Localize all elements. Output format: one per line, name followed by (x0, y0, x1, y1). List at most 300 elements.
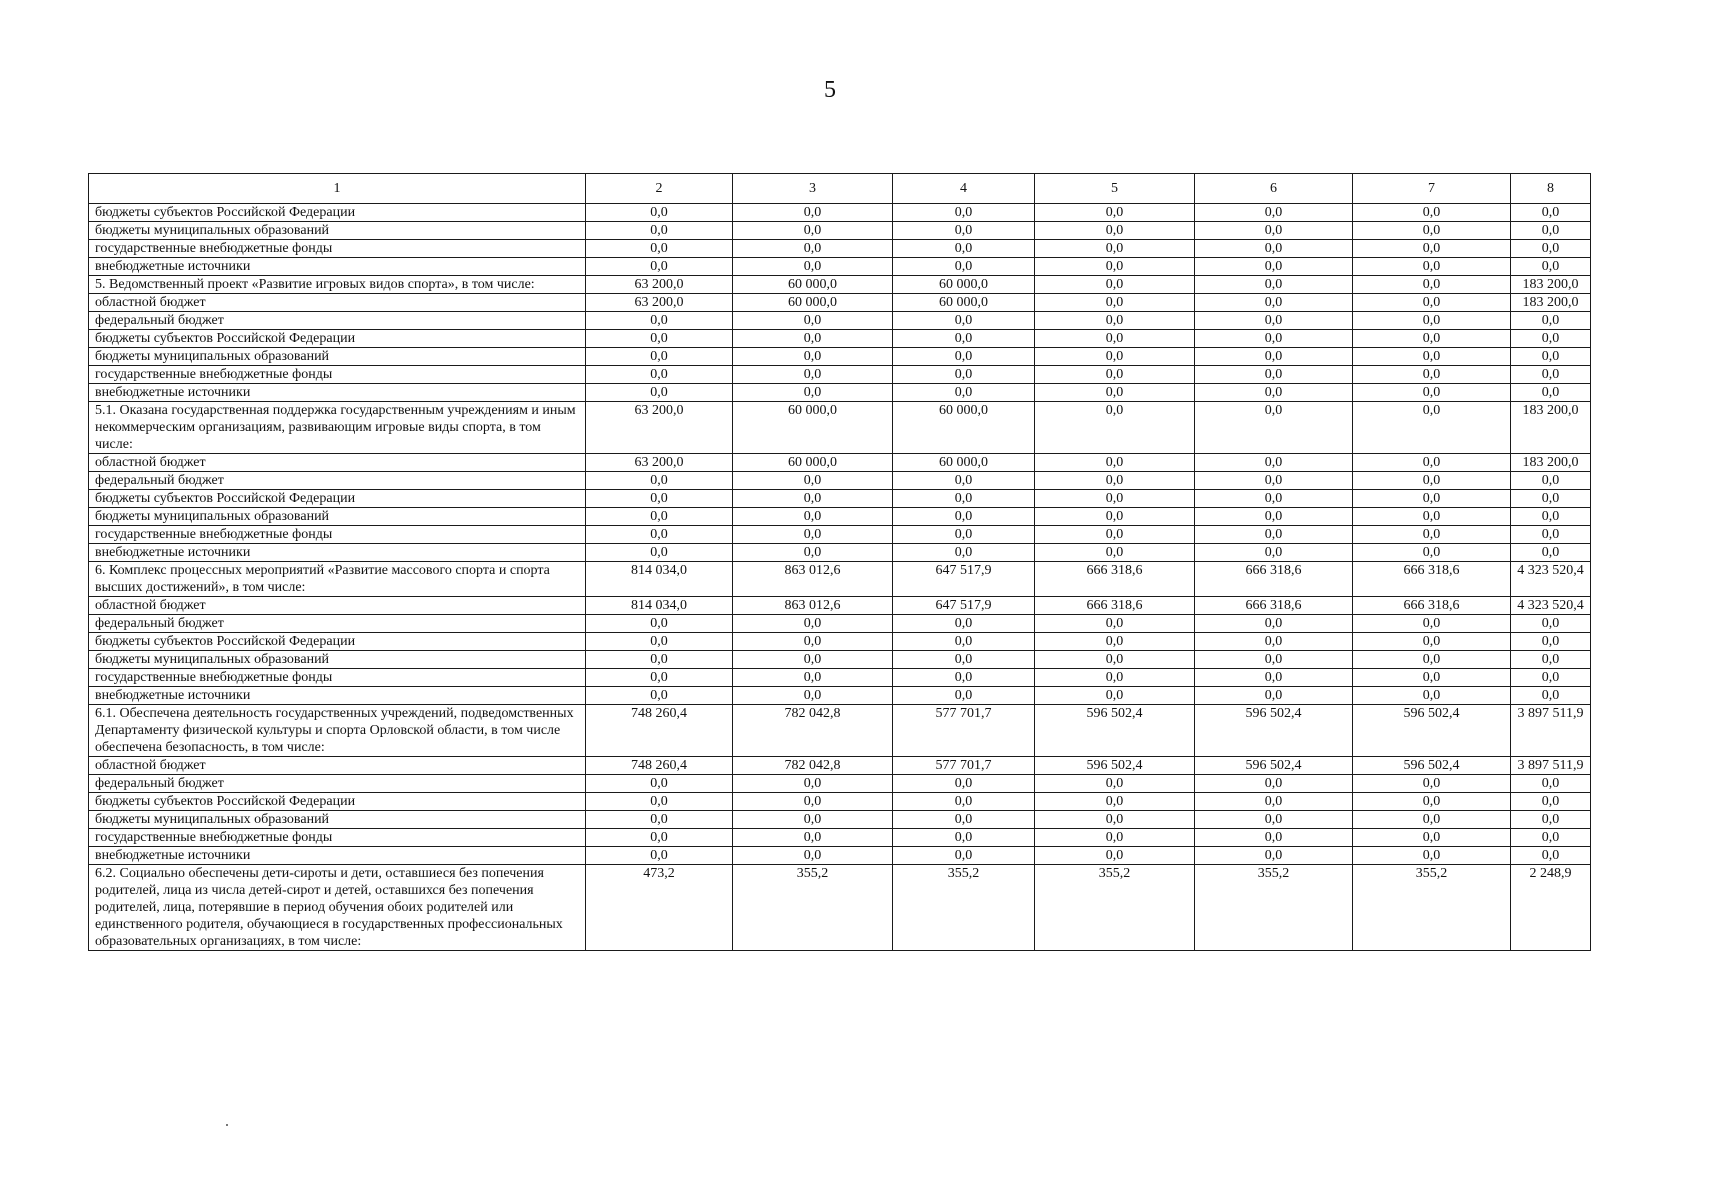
value-cell: 0,0 (1035, 847, 1195, 865)
value-cell: 3 897 511,9 (1511, 757, 1591, 775)
value-cell: 0,0 (893, 669, 1035, 687)
value-cell: 0,0 (1353, 384, 1511, 402)
value-cell: 0,0 (1195, 544, 1353, 562)
value-cell: 183 200,0 (1511, 454, 1591, 472)
value-cell: 647 517,9 (893, 562, 1035, 597)
column-header: 5 (1035, 174, 1195, 204)
value-cell: 0,0 (733, 544, 893, 562)
table-row (89, 775, 1591, 793)
value-cell: 0,0 (893, 240, 1035, 258)
row-label: бюджеты субъектов Российской Федерации (89, 633, 586, 651)
row-label: областной бюджет (89, 454, 586, 472)
value-cell: 0,0 (1353, 669, 1511, 687)
value-cell: 0,0 (1195, 775, 1353, 793)
value-cell: 596 502,4 (1195, 757, 1353, 775)
row-label: областной бюджет (89, 757, 586, 775)
row-label: бюджеты муниципальных образований (89, 508, 586, 526)
value-cell: 355,2 (893, 865, 1035, 951)
value-cell: 0,0 (1195, 615, 1353, 633)
value-cell: 0,0 (1035, 204, 1195, 222)
value-cell: 0,0 (586, 687, 733, 705)
value-cell: 355,2 (1195, 865, 1353, 951)
table-row (89, 222, 1591, 240)
value-cell: 0,0 (733, 330, 893, 348)
column-header: 8 (1511, 174, 1591, 204)
value-cell: 0,0 (1511, 829, 1591, 847)
value-cell: 0,0 (1035, 633, 1195, 651)
value-cell: 0,0 (733, 829, 893, 847)
table-row (89, 348, 1591, 366)
value-cell: 0,0 (586, 847, 733, 865)
value-cell: 0,0 (893, 544, 1035, 562)
value-cell: 0,0 (1353, 793, 1511, 811)
value-cell: 0,0 (1035, 829, 1195, 847)
value-cell: 0,0 (1353, 294, 1511, 312)
table-row (89, 472, 1591, 490)
row-label: государственные внебюджетные фонды (89, 669, 586, 687)
column-header: 7 (1353, 174, 1511, 204)
value-cell: 0,0 (1195, 366, 1353, 384)
table-row (89, 544, 1591, 562)
value-cell: 0,0 (1353, 687, 1511, 705)
row-label: федеральный бюджет (89, 472, 586, 490)
value-cell: 0,0 (1035, 687, 1195, 705)
value-cell: 60 000,0 (893, 294, 1035, 312)
value-cell: 666 318,6 (1195, 597, 1353, 615)
value-cell: 0,0 (733, 633, 893, 651)
value-cell: 0,0 (1353, 811, 1511, 829)
row-label: бюджеты субъектов Российской Федерации (89, 330, 586, 348)
value-cell: 0,0 (1353, 508, 1511, 526)
row-label: 5. Ведомственный проект «Развитие игровых видов спорта», в том числе: (89, 276, 586, 294)
column-header: 3 (733, 174, 893, 204)
value-cell: 60 000,0 (733, 276, 893, 294)
value-cell: 0,0 (733, 240, 893, 258)
value-cell: 0,0 (733, 312, 893, 330)
row-label: бюджеты субъектов Российской Федерации (89, 490, 586, 508)
value-cell: 0,0 (1353, 472, 1511, 490)
value-cell: 63 200,0 (586, 454, 733, 472)
value-cell: 0,0 (586, 793, 733, 811)
value-cell: 0,0 (1511, 544, 1591, 562)
value-cell: 0,0 (1353, 348, 1511, 366)
value-cell: 596 502,4 (1353, 705, 1511, 757)
value-cell: 0,0 (1035, 472, 1195, 490)
table-row (89, 829, 1591, 847)
table-body (89, 174, 1591, 951)
value-cell: 596 502,4 (1035, 705, 1195, 757)
value-cell: 0,0 (586, 526, 733, 544)
table-row (89, 312, 1591, 330)
row-label: внебюджетные источники (89, 687, 586, 705)
table-row (89, 615, 1591, 633)
value-cell: 0,0 (1035, 240, 1195, 258)
value-cell: 0,0 (733, 811, 893, 829)
value-cell: 0,0 (1195, 687, 1353, 705)
value-cell: 0,0 (1195, 384, 1353, 402)
value-cell: 577 701,7 (893, 757, 1035, 775)
value-cell: 63 200,0 (586, 294, 733, 312)
value-cell: 355,2 (733, 865, 893, 951)
value-cell: 0,0 (1035, 811, 1195, 829)
value-cell: 666 318,6 (1353, 597, 1511, 615)
value-cell: 0,0 (733, 669, 893, 687)
value-cell: 0,0 (586, 240, 733, 258)
column-header: 4 (893, 174, 1035, 204)
value-cell: 0,0 (1353, 615, 1511, 633)
value-cell: 0,0 (586, 508, 733, 526)
row-label: областной бюджет (89, 597, 586, 615)
row-label: бюджеты субъектов Российской Федерации (89, 793, 586, 811)
value-cell: 814 034,0 (586, 562, 733, 597)
value-cell: 596 502,4 (1353, 757, 1511, 775)
value-cell: 0,0 (1035, 258, 1195, 276)
value-cell: 0,0 (1035, 615, 1195, 633)
value-cell: 0,0 (1353, 366, 1511, 384)
value-cell: 0,0 (1035, 402, 1195, 454)
table-group-row (89, 402, 1591, 454)
value-cell: 0,0 (1035, 490, 1195, 508)
value-cell: 0,0 (893, 687, 1035, 705)
row-label: внебюджетные источники (89, 258, 586, 276)
value-cell: 63 200,0 (586, 402, 733, 454)
value-cell: 0,0 (586, 222, 733, 240)
table-row (89, 366, 1591, 384)
value-cell: 577 701,7 (893, 705, 1035, 757)
table-row (89, 793, 1591, 811)
value-cell: 0,0 (1511, 651, 1591, 669)
value-cell: 0,0 (893, 508, 1035, 526)
value-cell: 355,2 (1035, 865, 1195, 951)
value-cell: 0,0 (1511, 847, 1591, 865)
value-cell: 666 318,6 (1353, 562, 1511, 597)
value-cell: 60 000,0 (733, 454, 893, 472)
value-cell: 0,0 (1353, 829, 1511, 847)
value-cell: 0,0 (1035, 508, 1195, 526)
value-cell: 0,0 (893, 775, 1035, 793)
value-cell: 473,2 (586, 865, 733, 951)
value-cell: 0,0 (1195, 811, 1353, 829)
value-cell: 596 502,4 (1195, 705, 1353, 757)
value-cell: 0,0 (1195, 222, 1353, 240)
value-cell: 0,0 (1195, 829, 1353, 847)
value-cell: 0,0 (1511, 793, 1591, 811)
value-cell: 183 200,0 (1511, 276, 1591, 294)
value-cell: 0,0 (1035, 544, 1195, 562)
value-cell: 0,0 (586, 811, 733, 829)
table-row (89, 258, 1591, 276)
value-cell: 2 248,9 (1511, 865, 1591, 951)
table-row (89, 687, 1591, 705)
value-cell: 0,0 (733, 775, 893, 793)
value-cell: 183 200,0 (1511, 402, 1591, 454)
table-row (89, 633, 1591, 651)
value-cell: 0,0 (586, 490, 733, 508)
value-cell: 0,0 (1195, 204, 1353, 222)
value-cell: 0,0 (1195, 793, 1353, 811)
value-cell: 0,0 (1511, 258, 1591, 276)
value-cell: 0,0 (1353, 402, 1511, 454)
value-cell: 0,0 (733, 258, 893, 276)
value-cell: 814 034,0 (586, 597, 733, 615)
table-row (89, 384, 1591, 402)
value-cell: 0,0 (586, 615, 733, 633)
value-cell: 0,0 (1195, 847, 1353, 865)
value-cell: 0,0 (1511, 240, 1591, 258)
value-cell: 0,0 (1353, 454, 1511, 472)
value-cell: 60 000,0 (893, 454, 1035, 472)
value-cell: 0,0 (1353, 204, 1511, 222)
value-cell: 0,0 (586, 204, 733, 222)
value-cell: 0,0 (1035, 276, 1195, 294)
table-group-row (89, 865, 1591, 951)
value-cell: 0,0 (1511, 615, 1591, 633)
value-cell: 0,0 (893, 330, 1035, 348)
table-row (89, 294, 1591, 312)
value-cell: 0,0 (733, 490, 893, 508)
value-cell: 0,0 (893, 526, 1035, 544)
row-label: 6. Комплекс процессных мероприятий «Развитие массового спорта и спорта высших достижений», в том числе: (89, 562, 586, 597)
table-row (89, 847, 1591, 865)
table-group-row (89, 705, 1591, 757)
value-cell: 0,0 (893, 222, 1035, 240)
value-cell: 0,0 (893, 258, 1035, 276)
value-cell: 0,0 (1035, 222, 1195, 240)
value-cell: 0,0 (1195, 472, 1353, 490)
value-cell: 0,0 (1353, 847, 1511, 865)
value-cell: 60 000,0 (893, 276, 1035, 294)
value-cell: 666 318,6 (1035, 597, 1195, 615)
value-cell: 0,0 (1511, 669, 1591, 687)
value-cell: 0,0 (733, 651, 893, 669)
value-cell: 0,0 (733, 526, 893, 544)
value-cell: 0,0 (586, 544, 733, 562)
row-label: 6.1. Обеспечена деятельность государственных учреждений, подведомственных Департаменту физической культуры и спорта Орловской области, в том числе обеспечена безопасность, в том числе: (89, 705, 586, 757)
value-cell: 0,0 (1511, 775, 1591, 793)
value-cell: 0,0 (1511, 508, 1591, 526)
row-label: 6.2. Социально обеспечены дети-сироты и дети, оставшиеся без попечения родителей, лица из числа детей-сирот и детей, оставшихся без попечения родителей, лица, потерявшие в период обучения обоих родителей или единственного родителя, обучающиеся в государственных профессиональных образовательных организациях, в том числе: (89, 865, 586, 951)
value-cell: 355,2 (1353, 865, 1511, 951)
row-label: внебюджетные источники (89, 847, 586, 865)
value-cell: 0,0 (1195, 240, 1353, 258)
value-cell: 0,0 (1035, 384, 1195, 402)
value-cell: 0,0 (1195, 348, 1353, 366)
value-cell: 0,0 (733, 472, 893, 490)
value-cell: 0,0 (586, 348, 733, 366)
value-cell: 0,0 (1511, 204, 1591, 222)
table-row (89, 490, 1591, 508)
value-cell: 0,0 (733, 204, 893, 222)
table-row (89, 597, 1591, 615)
value-cell: 60 000,0 (733, 294, 893, 312)
value-cell: 0,0 (1195, 651, 1353, 669)
value-cell: 0,0 (1353, 312, 1511, 330)
value-cell: 647 517,9 (893, 597, 1035, 615)
value-cell: 0,0 (1511, 490, 1591, 508)
value-cell: 60 000,0 (893, 402, 1035, 454)
table-row (89, 669, 1591, 687)
value-cell: 0,0 (893, 615, 1035, 633)
row-label: федеральный бюджет (89, 312, 586, 330)
row-label: государственные внебюджетные фонды (89, 240, 586, 258)
value-cell: 0,0 (1511, 366, 1591, 384)
scan-speck (226, 1124, 228, 1126)
value-cell: 0,0 (1511, 384, 1591, 402)
value-cell: 63 200,0 (586, 276, 733, 294)
value-cell: 0,0 (1353, 526, 1511, 544)
column-header: 1 (89, 174, 586, 204)
value-cell: 0,0 (1195, 526, 1353, 544)
value-cell: 782 042,8 (733, 757, 893, 775)
value-cell: 666 318,6 (1035, 562, 1195, 597)
budget-table (88, 173, 1591, 951)
value-cell: 0,0 (1353, 633, 1511, 651)
value-cell: 0,0 (893, 204, 1035, 222)
value-cell: 0,0 (586, 258, 733, 276)
value-cell: 0,0 (1511, 330, 1591, 348)
value-cell: 0,0 (1035, 312, 1195, 330)
value-cell: 4 323 520,4 (1511, 597, 1591, 615)
value-cell: 0,0 (1511, 811, 1591, 829)
value-cell: 0,0 (1035, 793, 1195, 811)
value-cell: 0,0 (1035, 330, 1195, 348)
value-cell: 0,0 (1195, 402, 1353, 454)
value-cell: 0,0 (893, 384, 1035, 402)
row-label: внебюджетные источники (89, 544, 586, 562)
value-cell: 0,0 (893, 811, 1035, 829)
page-number: 5 (824, 77, 836, 103)
value-cell: 0,0 (1353, 276, 1511, 294)
value-cell: 0,0 (1511, 312, 1591, 330)
value-cell: 666 318,6 (1195, 562, 1353, 597)
value-cell: 0,0 (1195, 454, 1353, 472)
table-row (89, 811, 1591, 829)
value-cell: 0,0 (1195, 669, 1353, 687)
value-cell: 0,0 (1195, 330, 1353, 348)
value-cell: 183 200,0 (1511, 294, 1591, 312)
value-cell: 0,0 (893, 348, 1035, 366)
value-cell: 0,0 (1195, 312, 1353, 330)
column-header: 2 (586, 174, 733, 204)
value-cell: 863 012,6 (733, 562, 893, 597)
header-row (89, 174, 1591, 204)
row-label: 5.1. Оказана государственная поддержка государственным учреждениям и иным некоммерческим организациям, развивающим игровые виды спорта, в том числе: (89, 402, 586, 454)
value-cell: 0,0 (893, 829, 1035, 847)
row-label: бюджеты субъектов Российской Федерации (89, 204, 586, 222)
value-cell: 0,0 (586, 829, 733, 847)
row-label: государственные внебюджетные фонды (89, 829, 586, 847)
value-cell: 0,0 (893, 472, 1035, 490)
value-cell: 0,0 (1511, 472, 1591, 490)
value-cell: 0,0 (1035, 526, 1195, 544)
value-cell: 0,0 (893, 366, 1035, 384)
value-cell: 0,0 (733, 687, 893, 705)
value-cell: 596 502,4 (1035, 757, 1195, 775)
table-row (89, 204, 1591, 222)
value-cell: 0,0 (1353, 240, 1511, 258)
table-row (89, 757, 1591, 775)
table-group-row (89, 276, 1591, 294)
value-cell: 0,0 (1511, 687, 1591, 705)
value-cell: 863 012,6 (733, 597, 893, 615)
value-cell: 0,0 (893, 490, 1035, 508)
value-cell: 748 260,4 (586, 757, 733, 775)
value-cell: 0,0 (586, 312, 733, 330)
value-cell: 0,0 (733, 348, 893, 366)
value-cell: 0,0 (1035, 454, 1195, 472)
value-cell: 0,0 (1511, 348, 1591, 366)
value-cell: 0,0 (586, 472, 733, 490)
column-header: 6 (1195, 174, 1353, 204)
row-label: областной бюджет (89, 294, 586, 312)
value-cell: 0,0 (586, 775, 733, 793)
value-cell: 0,0 (1035, 294, 1195, 312)
value-cell: 0,0 (1353, 490, 1511, 508)
value-cell: 0,0 (1511, 526, 1591, 544)
table-row (89, 526, 1591, 544)
table-group-row (89, 562, 1591, 597)
value-cell: 0,0 (733, 508, 893, 526)
value-cell: 0,0 (733, 793, 893, 811)
value-cell: 0,0 (1195, 258, 1353, 276)
table-row (89, 651, 1591, 669)
value-cell: 0,0 (1035, 348, 1195, 366)
value-cell: 0,0 (1195, 508, 1353, 526)
value-cell: 0,0 (893, 847, 1035, 865)
value-cell: 0,0 (1511, 633, 1591, 651)
value-cell: 60 000,0 (733, 402, 893, 454)
value-cell: 0,0 (893, 633, 1035, 651)
value-cell: 0,0 (1035, 651, 1195, 669)
table-row (89, 508, 1591, 526)
value-cell: 0,0 (1353, 222, 1511, 240)
row-label: государственные внебюджетные фонды (89, 366, 586, 384)
value-cell: 0,0 (733, 384, 893, 402)
row-label: бюджеты муниципальных образований (89, 811, 586, 829)
value-cell: 0,0 (586, 651, 733, 669)
value-cell: 0,0 (733, 366, 893, 384)
value-cell: 0,0 (1035, 366, 1195, 384)
value-cell: 0,0 (586, 366, 733, 384)
value-cell: 0,0 (893, 312, 1035, 330)
value-cell: 0,0 (733, 222, 893, 240)
row-label: государственные внебюджетные фонды (89, 526, 586, 544)
value-cell: 0,0 (893, 793, 1035, 811)
value-cell: 0,0 (586, 384, 733, 402)
value-cell: 0,0 (1353, 544, 1511, 562)
value-cell: 0,0 (1195, 490, 1353, 508)
value-cell: 0,0 (1035, 669, 1195, 687)
table-row (89, 330, 1591, 348)
row-label: бюджеты муниципальных образований (89, 222, 586, 240)
value-cell: 782 042,8 (733, 705, 893, 757)
value-cell: 0,0 (1195, 633, 1353, 651)
row-label: бюджеты муниципальных образований (89, 348, 586, 366)
row-label: федеральный бюджет (89, 615, 586, 633)
value-cell: 0,0 (733, 615, 893, 633)
value-cell: 0,0 (1353, 775, 1511, 793)
table-row (89, 240, 1591, 258)
value-cell: 4 323 520,4 (1511, 562, 1591, 597)
value-cell: 0,0 (1195, 276, 1353, 294)
value-cell: 748 260,4 (586, 705, 733, 757)
value-cell: 3 897 511,9 (1511, 705, 1591, 757)
value-cell: 0,0 (586, 669, 733, 687)
row-label: внебюджетные источники (89, 384, 586, 402)
row-label: федеральный бюджет (89, 775, 586, 793)
value-cell: 0,0 (1035, 775, 1195, 793)
value-cell: 0,0 (586, 633, 733, 651)
